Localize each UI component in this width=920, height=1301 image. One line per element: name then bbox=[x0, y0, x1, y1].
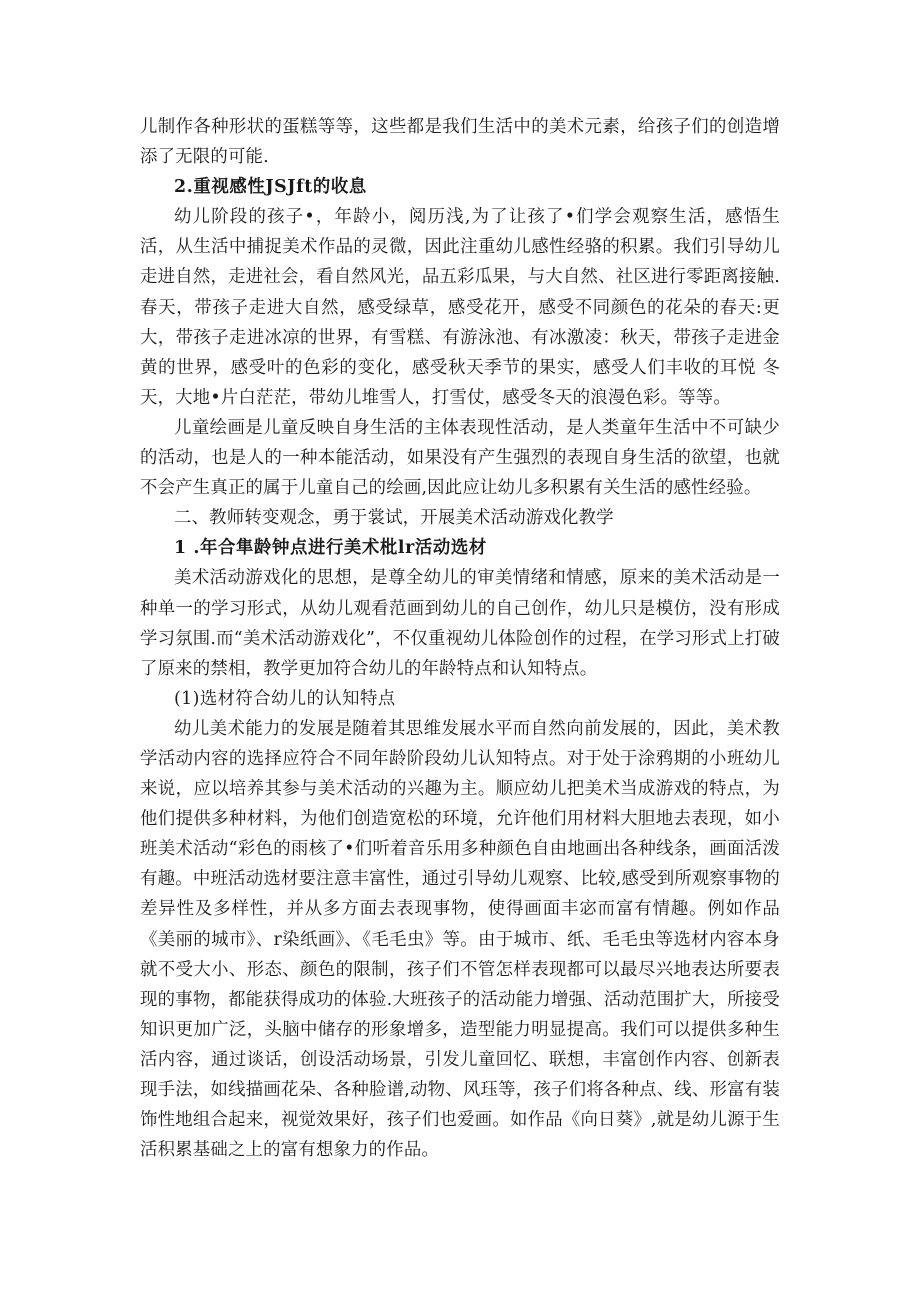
section-heading-1: 1 .年合隼龄钟点进行美术枇lr活动选材 bbox=[174, 538, 487, 559]
paragraph-perceptual-experience: 幼儿阶段的孩子•，年龄小，阅历浅,为了让孩了•们学会观察生活，感悟生活，从生活中捕捉美术作品的灵微，因此注重幼儿感性经骆的积累。我们引导幼儿走进自然，走进社会，看自然风光，品五彩瓜果，与大自然、社区进行零距离接触.春天，带孩子走进大自然，感受绿草，感受花开，感受不同颜色的花朵的春天:更大，带孩子走进冰凉的世界，有雪糕、有游泳池、有冰激凌：秋天，带孩子走进金黄的世界，感受叶的色彩的变化，感受秋天季节的果实，感受人们丰收的耳悦 冬天，大地•片白茫茫，带幼儿堆雪人，打雪仗，感受冬天的浪漫色彩。等等。 bbox=[140, 207, 780, 408]
paragraph-art-ability: 幼儿美术能力的发展是随着其思维发展水平而自然向前发展的，因此，美术教学活动内容的选择应符合不同年龄阶段幼儿认知特点。对于处于涂鸦期的小班幼儿来说，应以培养其参与美术活动的兴趣为主。顺应幼儿把美术当成游戏的特点，为他们提供多种材料，为他们创造宽松的环境，允许他们用材料大胆地去表现，如小班美术活动“彩色的雨核了•们听着音乐用多种颜色自由地画出各种线条，画面活泼有趣。中班活动选材要注意丰富性，通过引导幼儿观察、比较,感受到所观察事物的差异性及多样性，并从多方面去表现事物，使得画面丰宓而富有情趣。例如作品《美丽的城市》、r染纸画》、《毛毛虫》等。由于城市、纸、毛毛虫等选材内容本身就不受大小、形态、颜色的限制，孩子们不管怎样表现都可以最尽兴地表达所要表现的事物，都能获得成功的体验.大班孩子的活动能力增强、活动范围扩大，所接受知识更加广泛，头脑中储存的形象增多，造型能力明显提高。我们可以提供多种生活内容，通过谈话，创设活动场景，引发儿童回忆、联想，丰富创作内容、创新表现手法，如线描画花朵、各种脸谱,动物、风珏等，孩子们将各种点、线、形富有装饰性地组合起来，视觉效果好，孩子们也爱画。如作品《向日葵》,就是幼儿源于生活积累基础之上的富有想象力的作品。 bbox=[140, 718, 780, 1161]
subheading-cognitive: (1)选材符合幼儿的认知特点 bbox=[174, 688, 396, 709]
paragraph-children-drawing: 儿童绘画是儿童反映自身生活的主体表现性活动，是人类童年生活中不可缺少的活动，也是人的一种本能活动，如果没有产生强烈的表现自身生活的欲望，也就不会产生真正的属于儿童自己的绘画,因此应让幼儿多积累有关生活的感性经验。 bbox=[140, 417, 780, 499]
paragraph-gamification: 美术活动游戏化的思想，是尊全幼儿的审美情绪和情感，原来的美术活动是一种单一的学习形式，从幼儿观看范画到幼儿的自己创作，幼儿只是模仿，没有形成学习氛围.而“美术活动游戏化”，不仅重视幼儿体险创作的过程，在学习形式上打破了原来的禁相，教学更加符合幼儿的年龄特点和认知特点。 bbox=[140, 568, 780, 679]
document-body bbox=[140, 112, 780, 1165]
paragraph-continued: 儿制作各种形状的蛋糕等等，这些都是我们生活中的美术元素，给孩子们的创造增添了无限的可能. bbox=[140, 117, 780, 168]
section-title-two: 二、教师转变观念，勇于裳试，开展美术活动游戏化教学 bbox=[174, 508, 614, 529]
section-heading-2: 2.重视感性JSJft的收息 bbox=[174, 177, 367, 198]
